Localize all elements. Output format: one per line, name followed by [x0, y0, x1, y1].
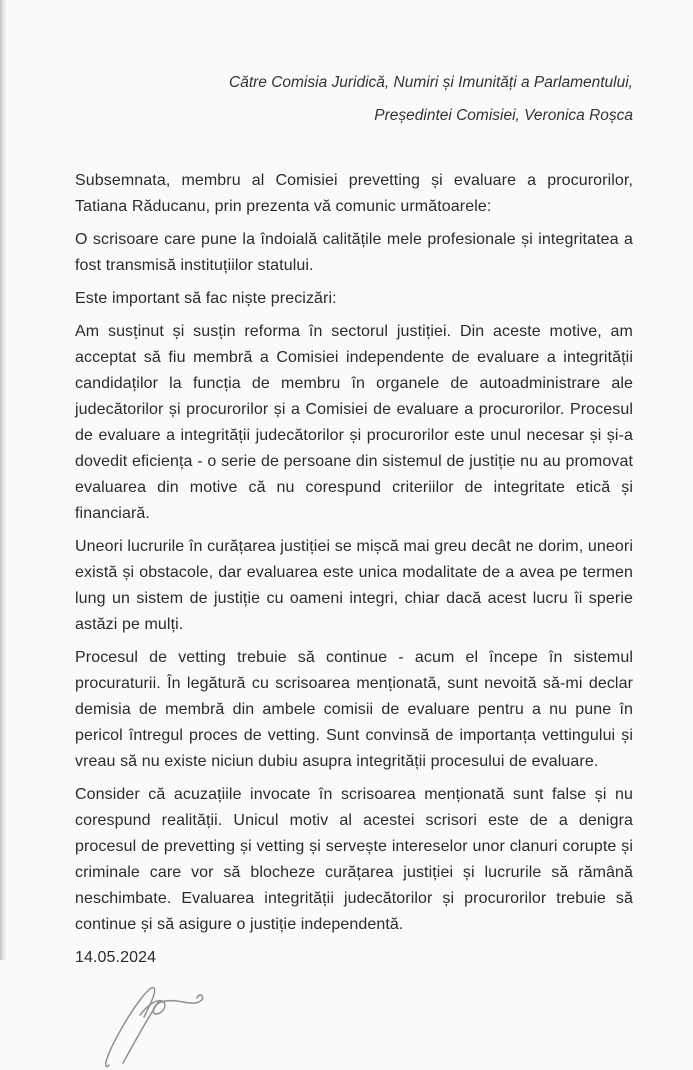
paragraph-resignation: Procesul de vetting trebuie să continue - acum el începe în sistemul procuraturii. În legătură cu scrisoarea menționată, sunt nevoită să-mi declar demisia de membră din ambele comisii de evaluare pentru a nu pune în pericol întregul proces de vetting. Sunt convinsă de importanța vettingului și vreau să nu existe niciun dubiu asupra integrității procesului de evaluare. [75, 649, 633, 770]
paragraph-reform-support: Am susținut și susțin reforma în sectorul justiției. Din aceste motive, am acceptat să fiu membră a Comisiei independente de evaluare a integrității candidaților la funcția de membru în organele de autoadministrare ale judecătorilor și procurorilor și a Comisiei de evaluare a procurorilor. Procesul de evaluare a integrității judecătorilor și procurorilor este unul necesar și și-a dovedit eficiența - o serie de persoane din sistemul de justiție nu au promovat evaluarea din motive că nu corespund criteriilor de integritate etică și financiară. [75, 323, 633, 522]
addressee-president-line: Președintei Comisiei, Veronica Roșca [374, 107, 633, 124]
paragraph-introduction: Subsemnata, membru al Comisiei prevetting și evaluare a procurorilor, Tatiana Răducanu, prin prezenta vă comunic următoarele: [75, 172, 633, 215]
paragraph-obstacles: Uneori lucrurile în curățarea justiției se mișcă mai greu decât ne dorim, uneori există și obstacole, dar evaluarea este unica modalitate de a avea pe termen lung un sistem de justiție cu oameni integri, chiar dacă acest lucru îi sperie astăzi pe mulți. [75, 538, 633, 633]
page-left-edge-shadow [0, 0, 7, 960]
paragraph-letter-received: O scrisoare care pune la îndoială calitățile mele profesionale și integritatea a fost transmisă instituțiilor statului. [75, 231, 633, 274]
signature-scribble-icon [93, 975, 233, 1070]
letter-header [0, 0, 693, 132]
handwritten-signature [93, 975, 233, 1070]
letter-date: 14.05.2024 [75, 949, 157, 966]
paragraph-clarifications: Este important să fac niște precizări: [75, 290, 337, 307]
paragraph-accusations-false: Consider că acuzațiile invocate în scrisoarea menționată sunt false și nu corespund realității. Unicul motiv al acestei scrisori este de a denigra procesul de prevetting și vetting și servește intereselor unor clanuri corupte și criminale care vor să blocheze curățarea justiției și lucrurile să rămână neschimbate. Evaluarea integrității judecătorilor și procurorilor trebuie să continue și să asigure o justiție independentă. [75, 786, 633, 933]
addressee-line: Către Comisia Juridică, Numiri și Imunități a Parlamentului, [229, 74, 633, 91]
letter-body [75, 168, 633, 1070]
